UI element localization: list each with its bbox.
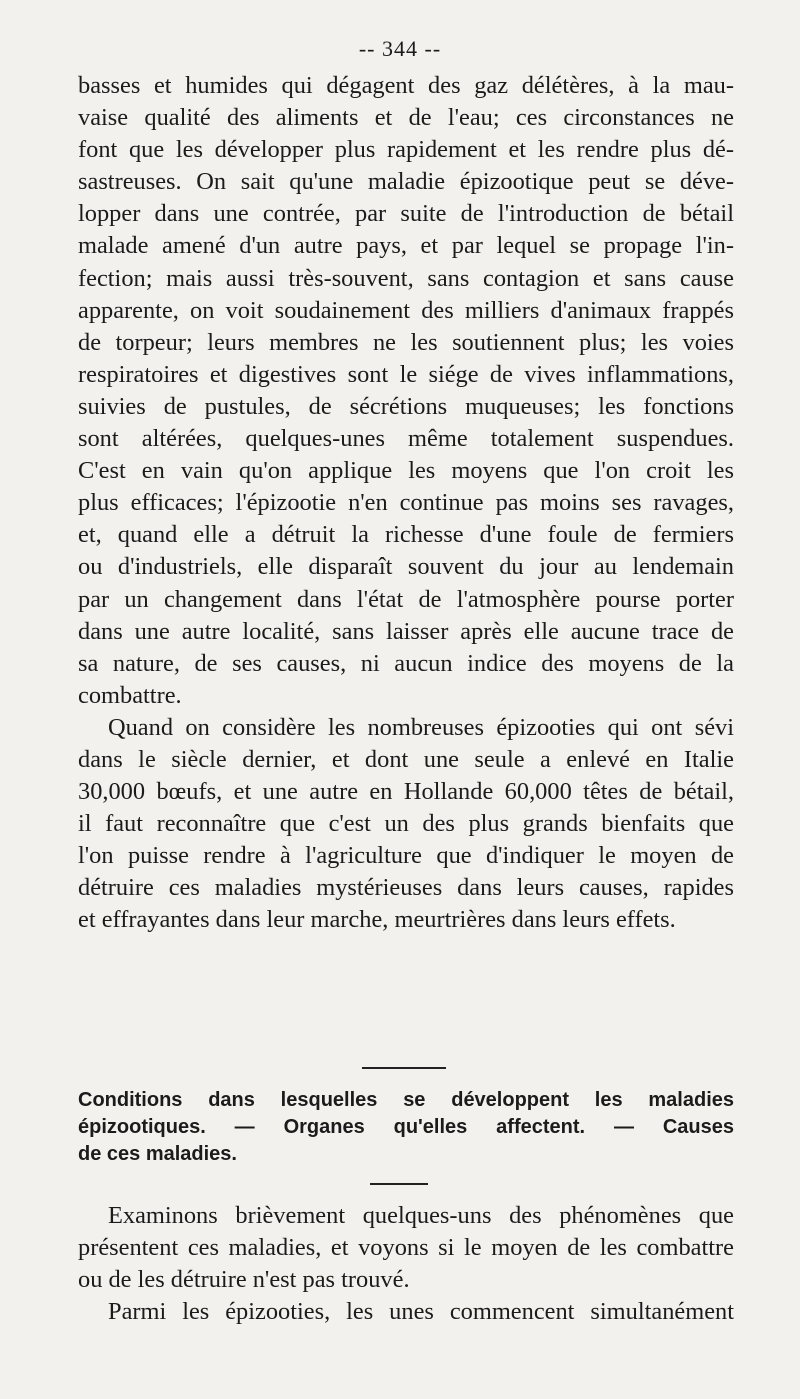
paragraph1-line: C'est en vain qu'on applique les moyens que l'on croit les	[78, 457, 734, 485]
paragraph-4	[78, 1296, 734, 1328]
paragraph1-line: apparente, on voit soudainement des milliers d'animaux frappés	[78, 296, 734, 324]
paragraph1-line: sa nature, de ses causes, ni aucun indice des moyens de la	[78, 649, 734, 677]
section-heading-line: Conditions dans lesquelles se développent les maladies	[78, 1089, 734, 1111]
section-heading-line: de ces maladies.	[78, 1143, 237, 1165]
paragraph1-line: dans une autre localité, sans laisser après elle aucune trace de	[78, 617, 734, 645]
paragraph1-line: basses et humides qui dégagent des gaz délétères, à la mau-	[78, 72, 734, 99]
paragraph1-line: suivies de pustules, de sécrétions muqueuses; les fonctions	[78, 392, 734, 420]
paragraph2-line: et effrayantes dans leur marche, meurtrières dans leurs effets.	[78, 906, 676, 934]
paragraph-1	[78, 70, 734, 712]
section-heading	[78, 1087, 734, 1168]
paragraph2-line: détruire ces maladies mystérieuses dans leurs causes, rapides	[78, 874, 734, 902]
paragraph1-line: fection; mais aussi très-souvent, sans contagion et sans cause	[78, 264, 734, 292]
paragraph1-line: lopper dans une contrée, par suite de l'introduction de bétail	[78, 200, 734, 228]
paragraph4-line: Parmi les épizooties, les unes commencent simultanément	[108, 1298, 734, 1326]
paragraph1-line: sastreuses. On sait qu'une maladie épizootique peut se déve-	[78, 168, 734, 196]
paragraph1-line: sont altérées, quelques-unes même totalement suspendues.	[78, 425, 734, 453]
paragraph1-line: par un changement dans l'état de l'atmosphère pourse porter	[78, 585, 734, 613]
section-divider	[362, 1067, 446, 1069]
paragraph1-line: respiratoires et digestives sont le siége de vives inflammations,	[78, 360, 734, 388]
page-number: -- 344 --	[358, 36, 442, 61]
paragraph1-line: de torpeur; leurs membres ne les soutiennent plus; les voies	[78, 328, 734, 356]
paragraph2-line: dans le siècle dernier, et dont une seule a enlevé en Italie	[78, 745, 734, 773]
paragraph3-line: ou de les détruire n'est pas trouvé.	[78, 1266, 410, 1294]
paragraph1-line: font que les développer plus rapidement et les rendre plus dé-	[78, 136, 734, 164]
paragraph2-line: Quand on considère les nombreuses épizooties qui ont sévi	[108, 713, 734, 741]
paragraph-2	[78, 712, 734, 937]
paragraph2-line: 30,000 bœufs, et une autre en Hollande 60,000 têtes de bétail,	[78, 778, 734, 806]
paragraph2-line: il faut reconnaître que c'est un des plus grands bienfaits que	[78, 810, 734, 838]
paragraph2-line: l'on puisse rendre à l'agriculture que d'indiquer le moyen de	[78, 842, 734, 870]
text-block-top	[78, 70, 734, 937]
heading-divider	[370, 1183, 428, 1185]
text-block-bottom	[78, 1200, 734, 1328]
paragraph1-line: malade amené d'un autre pays, et par lequel se propage l'in-	[78, 232, 734, 260]
paragraph-3	[78, 1200, 734, 1296]
paragraph1-line: vaise qualité des aliments et de l'eau; ces circonstances ne	[78, 104, 734, 132]
paragraph1-line: ou d'industriels, elle disparaît souvent du jour au lendemain	[78, 553, 734, 581]
paragraph3-line: présentent ces maladies, et voyons si le moyen de les combattre	[78, 1234, 734, 1262]
paragraph3-line: Examinons brièvement quelques-uns des phénomènes que	[108, 1202, 734, 1229]
paragraph1-line: combattre.	[78, 681, 182, 709]
section-heading-line: épizootiques. — Organes qu'elles affectent. — Causes	[78, 1116, 734, 1138]
paragraph1-line: plus efficaces; l'épizootie n'en continue pas moins ses ravages,	[78, 489, 734, 517]
paragraph1-line: et, quand elle a détruit la richesse d'une foule de fermiers	[78, 521, 734, 549]
